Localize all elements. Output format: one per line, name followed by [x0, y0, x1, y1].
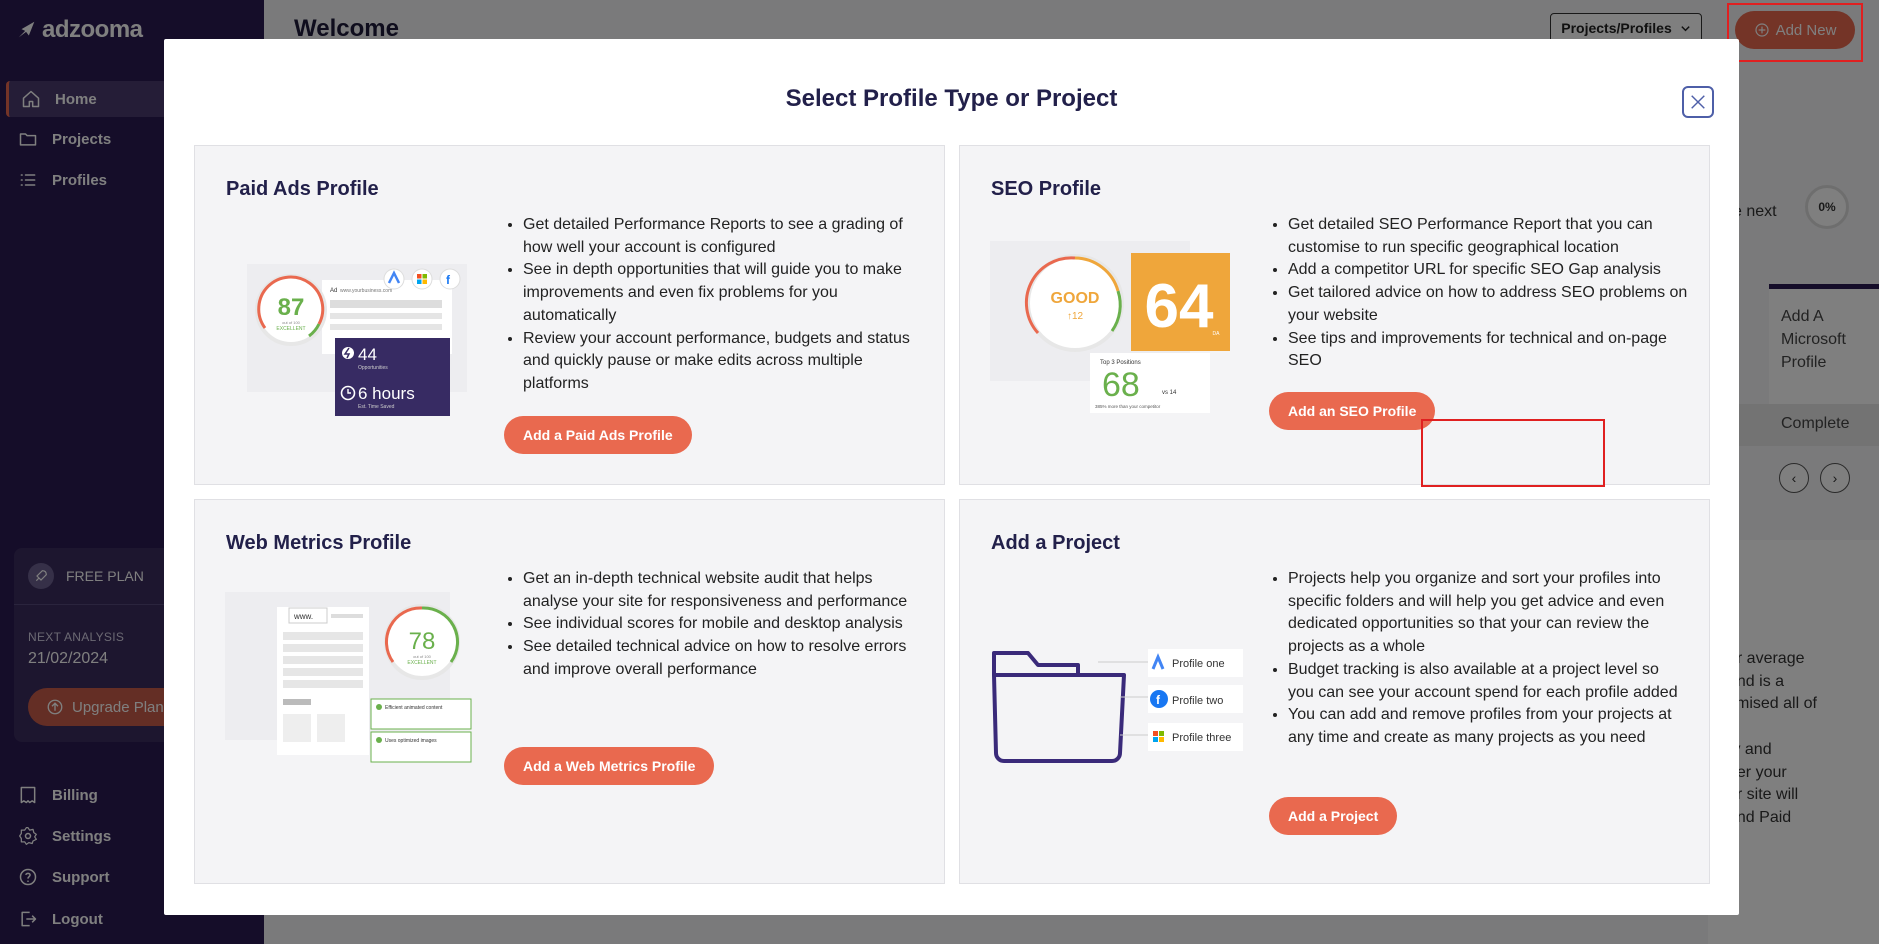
profile-three-label: Profile three	[1172, 732, 1232, 744]
project-illustration	[988, 645, 1248, 765]
bullet-item: • Add a competitor URL for specific SEO Gap analysis	[1288, 259, 1688, 282]
add-seo-profile-button[interactable]: Add an SEO Profile	[1269, 392, 1435, 430]
svg-text:f: f	[446, 273, 450, 287]
web-metrics-illustration	[225, 592, 495, 772]
score-grade: EXCELLENT	[407, 660, 437, 666]
add-paid-ads-profile-button[interactable]: Add a Paid Ads Profile	[504, 416, 692, 454]
time-saved-label: Est. Time Saved	[358, 404, 395, 410]
bullet-item: • Get tailored advice on how to address SEO problems on your website	[1288, 282, 1688, 327]
score-sub: out of 100	[413, 654, 431, 659]
seo-big-score: 64	[1144, 272, 1214, 341]
highlight-box	[1421, 419, 1605, 487]
seo-illustration	[990, 241, 1230, 416]
card-title: Add a Project	[991, 532, 1120, 554]
add-project-button[interactable]: Add a Project	[1269, 797, 1397, 835]
ad-label: Ad	[330, 288, 338, 294]
bullet-item: • Get detailed SEO Performance Report that you can customise to run specific geographical location	[1288, 214, 1688, 259]
profile-one-label: Profile one	[1172, 658, 1225, 670]
web-metrics-profile-card	[194, 499, 945, 884]
bullet-item: • Projects help you organize and sort your profiles into specific folders and will help you get advice and even dedicated opportunities so that your can review the projects as a whole	[1288, 568, 1688, 659]
score-sub: out of 100	[282, 320, 300, 325]
close-icon	[1689, 93, 1707, 111]
close-button[interactable]	[1682, 86, 1714, 118]
paid-ads-illustration	[247, 258, 487, 418]
paid-ads-profile-card	[194, 145, 945, 485]
web-score: 78	[408, 628, 436, 655]
top3-note: 385% more than your competitor	[1095, 404, 1161, 409]
seo-big-sub: DA	[1212, 331, 1220, 337]
opportunities-count: 44	[358, 345, 377, 364]
project-bullets	[1270, 568, 1688, 750]
card-title: Web Metrics Profile	[226, 532, 412, 554]
top3-vs: vs 14	[1162, 390, 1177, 396]
time-saved: 6 hours	[358, 384, 415, 403]
svg-text:f: f	[1156, 693, 1160, 707]
highlight-box	[1727, 3, 1863, 62]
check1-label: Efficient animated content	[385, 705, 443, 711]
seo-bullets	[1270, 214, 1688, 373]
top3-value: 68	[1102, 366, 1140, 404]
bullet-item: • Review your account performance, budgets and status and quickly pause or make edits across multiple platforms	[523, 328, 923, 396]
bullet-item: • Budget tracking is also available at a project level so you can see your account spend for each profile added	[1288, 659, 1688, 704]
add-web-metrics-profile-button[interactable]: Add a Web Metrics Profile	[504, 747, 714, 785]
score-grade: EXCELLENT	[276, 326, 306, 332]
seo-delta: ↑12	[1066, 311, 1084, 322]
opportunities-label: Opportunities	[358, 365, 388, 371]
bullet-item: • See detailed technical advice on how to resolve errors and improve overall performance	[523, 636, 923, 681]
bullet-item: • Get detailed Performance Reports to see a grading of how well your account is configured	[523, 214, 923, 259]
paid-ads-bullets	[505, 214, 923, 396]
bullet-item: • See tips and improvements for technical and on-page SEO	[1288, 328, 1688, 373]
bullet-item: • You can add and remove profiles from your projects at any time and create as many projects as you need	[1288, 704, 1688, 749]
web-metrics-bullets	[505, 568, 923, 682]
card-title: SEO Profile	[991, 178, 1102, 200]
bullet-item: • See individual scores for mobile and desktop analysis	[523, 613, 923, 636]
add-project-card	[959, 499, 1710, 884]
top3-label: Top 3 Positions	[1100, 360, 1141, 366]
paid-score: 87	[277, 294, 305, 321]
modal-title: Select Profile Type or Project	[785, 85, 1118, 112]
bullet-item: • See in depth opportunities that will guide you to make improvements and even fix problems for you automatically	[523, 259, 923, 327]
profile-two-label: Profile two	[1172, 695, 1224, 707]
seo-grade: GOOD	[1050, 290, 1100, 307]
select-profile-modal	[164, 39, 1739, 915]
www-label: www.	[294, 612, 314, 621]
ad-url: www.yourbusiness.com	[340, 288, 393, 294]
card-title: Paid Ads Profile	[226, 178, 379, 200]
check2-label: Uses optimized images	[385, 738, 437, 744]
bullet-item: • Get an in-depth technical website audit that helps analyse your site for responsiveness and performance	[523, 568, 923, 613]
